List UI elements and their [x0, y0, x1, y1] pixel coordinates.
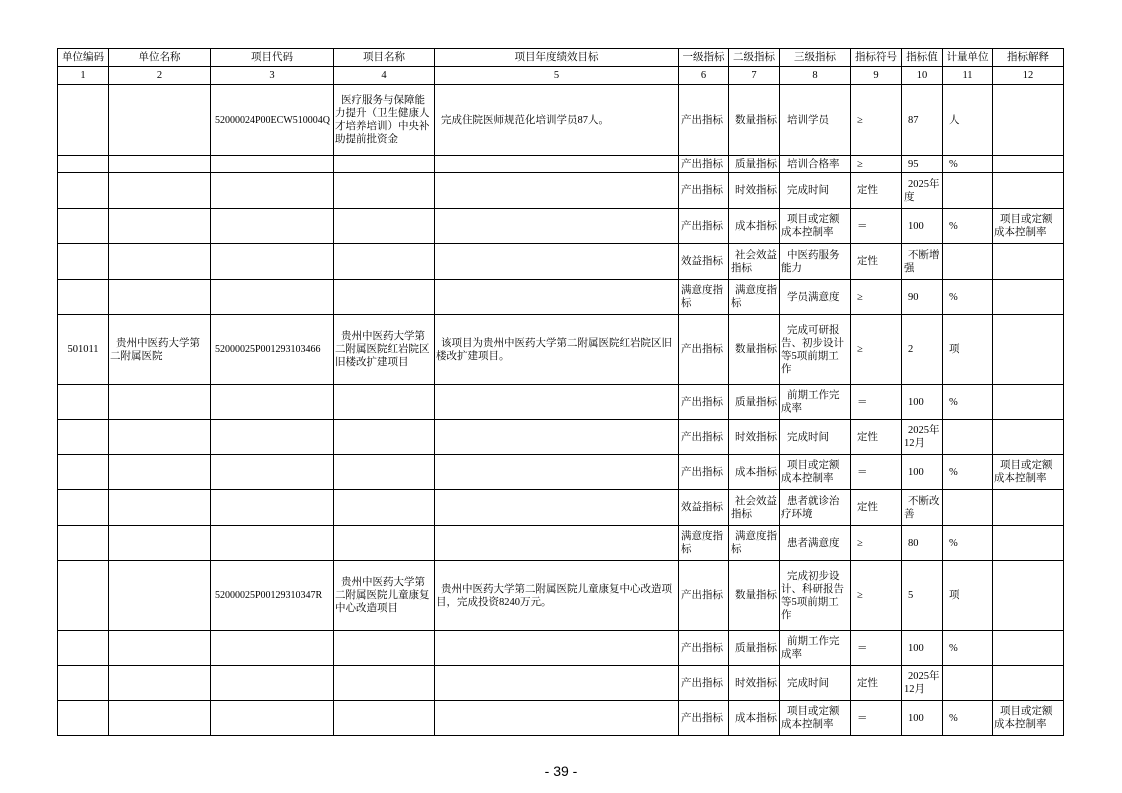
header-project-name: 项目名称 [334, 49, 435, 67]
project-name-cell [334, 173, 435, 209]
table-row [58, 385, 1064, 420]
unit-code-cell [58, 156, 109, 173]
indicator-symbol-cell: ＝ [851, 701, 902, 736]
table-row [58, 666, 1064, 701]
measure-unit-cell [943, 490, 993, 526]
indicator-symbol-cell: 定性 [851, 666, 902, 701]
project-name-cell [334, 526, 435, 561]
unit-name-cell [109, 209, 211, 244]
indicator-symbol-cell: ＝ [851, 455, 902, 490]
level3-indicator-cell: 前期工作完成率 [780, 631, 851, 666]
level1-indicator-cell: 效益指标 [679, 490, 729, 526]
unit-name-cell [109, 156, 211, 173]
indicator-value-cell: 2025年度 [902, 173, 943, 209]
project-code-cell [211, 209, 334, 244]
annual-goal-cell [435, 631, 679, 666]
level2-indicator-cell: 满意度指标 [729, 526, 780, 561]
level2-indicator-cell: 成本指标 [729, 209, 780, 244]
unit-code-cell [58, 209, 109, 244]
measure-unit-cell: % [943, 385, 993, 420]
indicator-value-cell: 90 [902, 280, 943, 315]
level1-indicator-cell: 产出指标 [679, 701, 729, 736]
annual-goal-cell [435, 666, 679, 701]
unit-code-cell [58, 666, 109, 701]
project-code-cell: 52000025P00129310347R [211, 561, 334, 631]
project-code-cell [211, 701, 334, 736]
table-row [58, 85, 1064, 156]
indicator-value-cell: 87 [902, 85, 943, 156]
table-row [58, 701, 1064, 736]
annual-goal-cell [435, 173, 679, 209]
column-number: 5 [435, 67, 679, 85]
indicator-symbol-cell: ＝ [851, 631, 902, 666]
unit-name-cell [109, 280, 211, 315]
indicator-value-cell: 100 [902, 385, 943, 420]
level3-indicator-cell: 中医药服务能力 [780, 244, 851, 280]
unit-code-cell [58, 173, 109, 209]
indicator-value-cell: 2 [902, 315, 943, 385]
header-project-code: 项目代码 [211, 49, 334, 67]
column-number: 2 [109, 67, 211, 85]
level2-indicator-cell: 成本指标 [729, 455, 780, 490]
unit-code-cell: 501011 [58, 315, 109, 385]
column-number-row [58, 67, 1064, 85]
column-number: 12 [993, 67, 1064, 85]
table-row [58, 631, 1064, 666]
table-row [58, 490, 1064, 526]
level2-indicator-cell: 时效指标 [729, 666, 780, 701]
annual-goal-cell [435, 701, 679, 736]
level1-indicator-cell: 效益指标 [679, 244, 729, 280]
unit-code-cell [58, 490, 109, 526]
measure-unit-cell [943, 173, 993, 209]
indicator-value-cell: 2025年12月 [902, 420, 943, 455]
indicator-value-cell: 不断增强 [902, 244, 943, 280]
header-level1-indicator: 一级指标 [679, 49, 729, 67]
indicator-explanation-cell [993, 561, 1064, 631]
measure-unit-cell [943, 420, 993, 455]
level3-indicator-cell: 完成时间 [780, 173, 851, 209]
annual-goal-cell [435, 490, 679, 526]
unit-code-cell [58, 280, 109, 315]
indicator-symbol-cell: ≥ [851, 315, 902, 385]
header-unit-name: 单位名称 [109, 49, 211, 67]
project-name-cell [334, 701, 435, 736]
level3-indicator-cell: 项目或定额成本控制率 [780, 701, 851, 736]
indicator-explanation-cell [993, 244, 1064, 280]
project-code-cell: 52000025P001293103466 [211, 315, 334, 385]
level3-indicator-cell: 完成初步设计、科研报告等5项前期工作 [780, 561, 851, 631]
unit-code-cell [58, 244, 109, 280]
header-level2-indicator: 二级指标 [729, 49, 780, 67]
unit-code-cell [58, 455, 109, 490]
indicator-explanation-cell [993, 631, 1064, 666]
unit-name-cell [109, 455, 211, 490]
unit-name-cell [109, 85, 211, 156]
project-name-cell [334, 631, 435, 666]
indicator-explanation-cell [993, 280, 1064, 315]
project-name-cell: 贵州中医药大学第二附属医院红岩院区旧楼改扩建项目 [334, 315, 435, 385]
column-number: 11 [943, 67, 993, 85]
level3-indicator-cell: 患者就诊治疗环境 [780, 490, 851, 526]
project-code-cell [211, 526, 334, 561]
indicator-explanation-cell [993, 385, 1064, 420]
header-indicator-explanation: 指标解释 [993, 49, 1064, 67]
indicator-explanation-cell [993, 85, 1064, 156]
annual-goal-cell [435, 280, 679, 315]
level2-indicator-cell: 质量指标 [729, 156, 780, 173]
level2-indicator-cell: 数量指标 [729, 85, 780, 156]
indicator-symbol-cell: 定性 [851, 420, 902, 455]
indicator-symbol-cell: ＝ [851, 385, 902, 420]
indicator-symbol-cell: ≥ [851, 280, 902, 315]
column-number: 4 [334, 67, 435, 85]
measure-unit-cell: % [943, 209, 993, 244]
header-annual-goal: 项目年度绩效目标 [435, 49, 679, 67]
unit-name-cell [109, 490, 211, 526]
annual-goal-cell: 该项目为贵州中医药大学第二附属医院红岩院区旧楼改扩建项目。 [435, 315, 679, 385]
unit-name-cell [109, 385, 211, 420]
indicator-explanation-cell [993, 173, 1064, 209]
unit-name-cell [109, 666, 211, 701]
indicator-explanation-cell [993, 526, 1064, 561]
indicator-symbol-cell: ≥ [851, 85, 902, 156]
table-row [58, 173, 1064, 209]
level3-indicator-cell: 患者满意度 [780, 526, 851, 561]
indicator-symbol-cell: 定性 [851, 490, 902, 526]
annual-goal-cell [435, 209, 679, 244]
indicator-symbol-cell: ≥ [851, 156, 902, 173]
measure-unit-cell: % [943, 701, 993, 736]
header-indicator-symbol: 指标符号 [851, 49, 902, 67]
annual-goal-cell [435, 385, 679, 420]
unit-name-cell [109, 561, 211, 631]
level3-indicator-cell: 学员满意度 [780, 280, 851, 315]
unit-name-cell [109, 526, 211, 561]
indicator-value-cell: 95 [902, 156, 943, 173]
project-name-cell [334, 156, 435, 173]
project-code-cell: 52000024P00ECW510004Q [211, 85, 334, 156]
level1-indicator-cell: 满意度指标 [679, 280, 729, 315]
project-name-cell [334, 490, 435, 526]
indicator-value-cell: 100 [902, 631, 943, 666]
measure-unit-cell: 项 [943, 561, 993, 631]
measure-unit-cell: % [943, 156, 993, 173]
unit-code-cell [58, 85, 109, 156]
annual-goal-cell [435, 244, 679, 280]
annual-goal-cell [435, 455, 679, 490]
unit-name-cell [109, 701, 211, 736]
level1-indicator-cell: 产出指标 [679, 455, 729, 490]
performance-table [57, 48, 1064, 736]
project-code-cell [211, 490, 334, 526]
annual-goal-cell [435, 526, 679, 561]
level1-indicator-cell: 产出指标 [679, 420, 729, 455]
measure-unit-cell: % [943, 631, 993, 666]
level1-indicator-cell: 产出指标 [679, 85, 729, 156]
unit-name-cell [109, 173, 211, 209]
level1-indicator-cell: 产出指标 [679, 156, 729, 173]
header-level3-indicator: 三级指标 [780, 49, 851, 67]
column-number: 7 [729, 67, 780, 85]
project-code-cell [211, 244, 334, 280]
level1-indicator-cell: 产出指标 [679, 315, 729, 385]
header-unit-code: 单位编码 [58, 49, 109, 67]
indicator-symbol-cell: ＝ [851, 209, 902, 244]
table-row [58, 156, 1064, 173]
project-code-cell [211, 420, 334, 455]
indicator-value-cell: 不断改善 [902, 490, 943, 526]
header-indicator-value: 指标值 [902, 49, 943, 67]
level2-indicator-cell: 时效指标 [729, 173, 780, 209]
unit-code-cell [58, 631, 109, 666]
table-row [58, 315, 1064, 385]
level1-indicator-cell: 产出指标 [679, 631, 729, 666]
project-name-cell [334, 209, 435, 244]
project-code-cell [211, 156, 334, 173]
indicator-explanation-cell [993, 666, 1064, 701]
level3-indicator-cell: 完成时间 [780, 420, 851, 455]
measure-unit-cell: 人 [943, 85, 993, 156]
indicator-value-cell: 100 [902, 209, 943, 244]
column-number: 8 [780, 67, 851, 85]
indicator-symbol-cell: ≥ [851, 526, 902, 561]
indicator-value-cell: 80 [902, 526, 943, 561]
measure-unit-cell: % [943, 280, 993, 315]
level1-indicator-cell: 产出指标 [679, 173, 729, 209]
indicator-explanation-cell [993, 420, 1064, 455]
annual-goal-cell: 完成住院医师规范化培训学员87人。 [435, 85, 679, 156]
indicator-symbol-cell: 定性 [851, 244, 902, 280]
indicator-explanation-cell: 项目或定额成本控制率 [993, 209, 1064, 244]
annual-goal-cell: 贵州中医药大学第二附属医院儿童康复中心改造项目，完成投资8240万元。 [435, 561, 679, 631]
unit-code-cell [58, 526, 109, 561]
project-name-cell: 贵州中医药大学第二附属医院儿童康复中心改造项目 [334, 561, 435, 631]
measure-unit-cell [943, 244, 993, 280]
level3-indicator-cell: 项目或定额成本控制率 [780, 209, 851, 244]
level2-indicator-cell: 数量指标 [729, 561, 780, 631]
indicator-explanation-cell: 项目或定额成本控制率 [993, 701, 1064, 736]
level1-indicator-cell: 产出指标 [679, 666, 729, 701]
measure-unit-cell [943, 666, 993, 701]
project-name-cell [334, 280, 435, 315]
level1-indicator-cell: 满意度指标 [679, 526, 729, 561]
level1-indicator-cell: 产出指标 [679, 385, 729, 420]
indicator-explanation-cell: 项目或定额成本控制率 [993, 455, 1064, 490]
project-name-cell [334, 455, 435, 490]
measure-unit-cell: % [943, 455, 993, 490]
annual-goal-cell [435, 420, 679, 455]
level3-indicator-cell: 项目或定额成本控制率 [780, 455, 851, 490]
table-row [58, 526, 1064, 561]
project-code-cell [211, 666, 334, 701]
project-code-cell [211, 173, 334, 209]
level2-indicator-cell: 社会效益指标 [729, 244, 780, 280]
page-number: - 39 - [544, 763, 578, 779]
unit-name-cell [109, 420, 211, 455]
level3-indicator-cell: 前期工作完成率 [780, 385, 851, 420]
indicator-value-cell: 100 [902, 455, 943, 490]
level1-indicator-cell: 产出指标 [679, 209, 729, 244]
indicator-symbol-cell: ≥ [851, 561, 902, 631]
project-code-cell [211, 385, 334, 420]
project-name-cell: 医疗服务与保障能力提升（卫生健康人才培养培训）中央补助提前批资金 [334, 85, 435, 156]
table-row [58, 280, 1064, 315]
header-row [58, 49, 1064, 67]
indicator-value-cell: 100 [902, 701, 943, 736]
annual-goal-cell [435, 156, 679, 173]
measure-unit-cell: 项 [943, 315, 993, 385]
level2-indicator-cell: 满意度指标 [729, 280, 780, 315]
level3-indicator-cell: 完成时间 [780, 666, 851, 701]
table-row [58, 561, 1064, 631]
column-number: 10 [902, 67, 943, 85]
level2-indicator-cell: 数量指标 [729, 315, 780, 385]
level3-indicator-cell: 培训学员 [780, 85, 851, 156]
indicator-explanation-cell [993, 490, 1064, 526]
level2-indicator-cell: 成本指标 [729, 701, 780, 736]
table-row [58, 209, 1064, 244]
table-row [58, 455, 1064, 490]
indicator-value-cell: 2025年12月 [902, 666, 943, 701]
indicator-symbol-cell: 定性 [851, 173, 902, 209]
project-code-cell [211, 280, 334, 315]
unit-code-cell [58, 561, 109, 631]
unit-name-cell: 贵州中医药大学第二附属医院 [109, 315, 211, 385]
table-row [58, 244, 1064, 280]
project-code-cell [211, 631, 334, 666]
level3-indicator-cell: 培训合格率 [780, 156, 851, 173]
unit-name-cell [109, 631, 211, 666]
indicator-value-cell: 5 [902, 561, 943, 631]
project-name-cell [334, 420, 435, 455]
table-row [58, 420, 1064, 455]
project-code-cell [211, 455, 334, 490]
unit-code-cell [58, 385, 109, 420]
column-number: 6 [679, 67, 729, 85]
project-name-cell [334, 385, 435, 420]
level2-indicator-cell: 社会效益指标 [729, 490, 780, 526]
project-name-cell [334, 666, 435, 701]
level1-indicator-cell: 产出指标 [679, 561, 729, 631]
level2-indicator-cell: 时效指标 [729, 420, 780, 455]
measure-unit-cell: % [943, 526, 993, 561]
indicator-explanation-cell [993, 315, 1064, 385]
unit-code-cell [58, 420, 109, 455]
column-number: 3 [211, 67, 334, 85]
level2-indicator-cell: 质量指标 [729, 631, 780, 666]
level2-indicator-cell: 质量指标 [729, 385, 780, 420]
column-number: 9 [851, 67, 902, 85]
column-number: 1 [58, 67, 109, 85]
unit-code-cell [58, 701, 109, 736]
header-measure-unit: 计量单位 [943, 49, 993, 67]
level3-indicator-cell: 完成可研报告、初步设计等5项前期工作 [780, 315, 851, 385]
project-name-cell [334, 244, 435, 280]
unit-name-cell [109, 244, 211, 280]
indicator-explanation-cell [993, 156, 1064, 173]
